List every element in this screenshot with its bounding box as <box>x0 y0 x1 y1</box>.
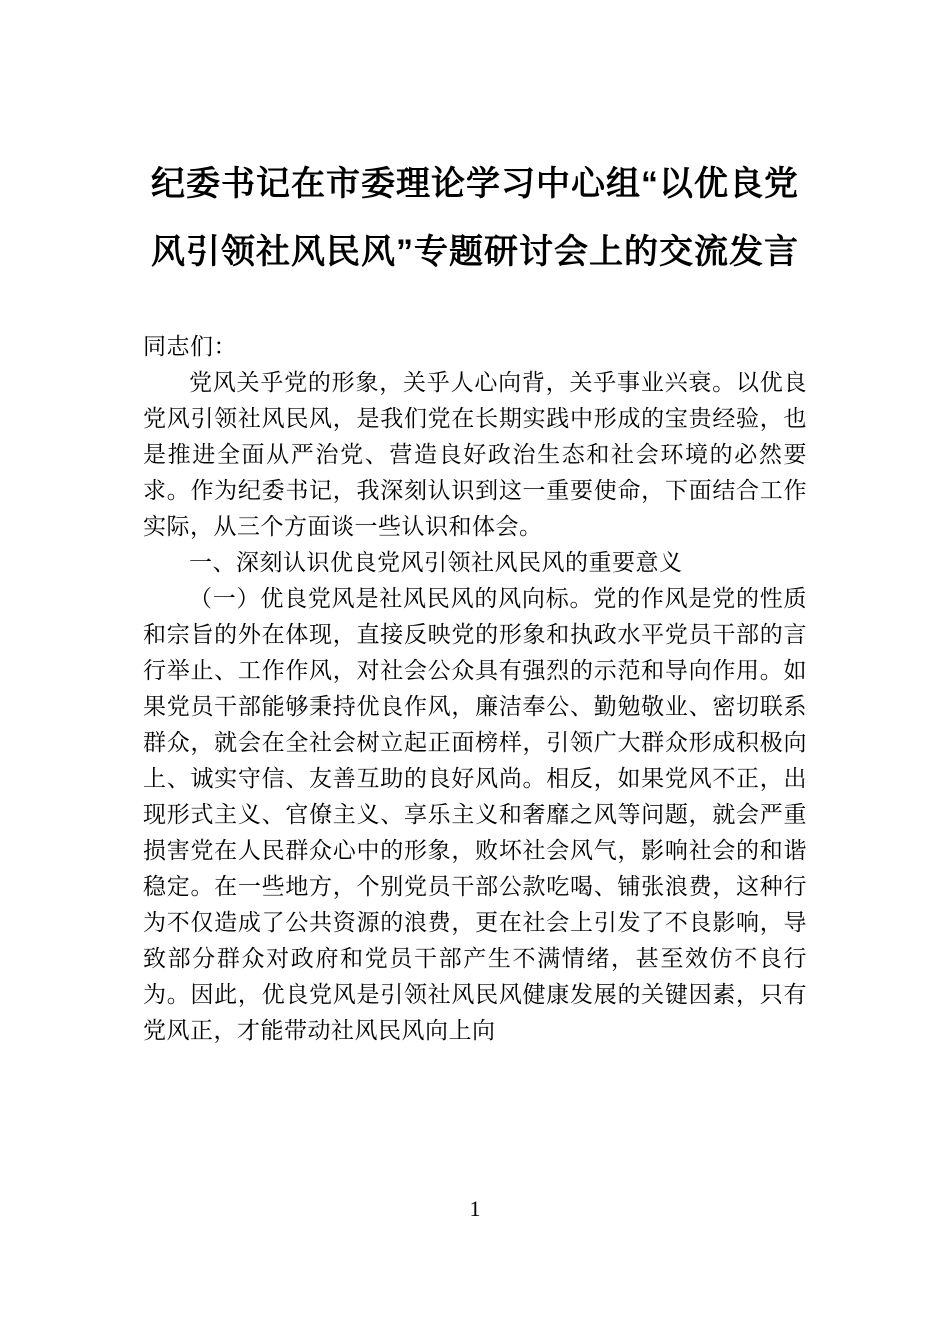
document-title: 纪委书记在市委理论学习中心组“以优良党风引领社风民风”专题研讨会上的交流发言 <box>151 165 799 271</box>
salutation: 同志们： <box>143 333 237 359</box>
page-number: 1 <box>469 1196 481 1221</box>
intro-paragraph: 党风关乎党的形象，关乎人心向背，关乎事业兴衰。以优良党风引领社风民风，是我们党在长期实践中形成的宝贵经验，也是推进全面从严治党、营造良好政治生态和社会环境的必然要求。作为纪委书记，我深刻认识到这一重要使命，下面结合工作实际，从三个方面谈一些认识和体会。 <box>143 369 807 539</box>
section-heading: 一、深刻认识优良党风引领社风民风的重要意义 <box>189 549 683 575</box>
subsection-paragraph: （一）优良党风是社风民风的风向标。党的作风是党的性质和宗旨的外在体现，直接反映党的形象和执政水平党员干部的言行举止、工作作风，对社会公众具有强烈的示范和导向作用。如果党员干部能够秉持优良作风，廉洁奉公、勤勉敬业、密切联系群众，就会在全社会树立起正面榜样，引领广大群众形成积极向上、诚实守信、友善互助的良好风尚。相反，如果党风不正，出现形式主义、官僚主义、享乐主义和奢靡之风等问题，就会严重损害党在人民群众心中的形象，败坏社会风气，影响社会的和谐稳定。在一些地方，个别党员干部公款吃喝、铺张浪费，这种行为不仅造成了公共资源的浪费，更在社会上引发了不良影响，导致部分群众对政府和党员干部产生不满情绪，甚至效仿不良行为。因此，优良党风是引领社风民风健康发展的关键因素，只有党风正，才能带动社风民风向上向 <box>143 585 807 1043</box>
